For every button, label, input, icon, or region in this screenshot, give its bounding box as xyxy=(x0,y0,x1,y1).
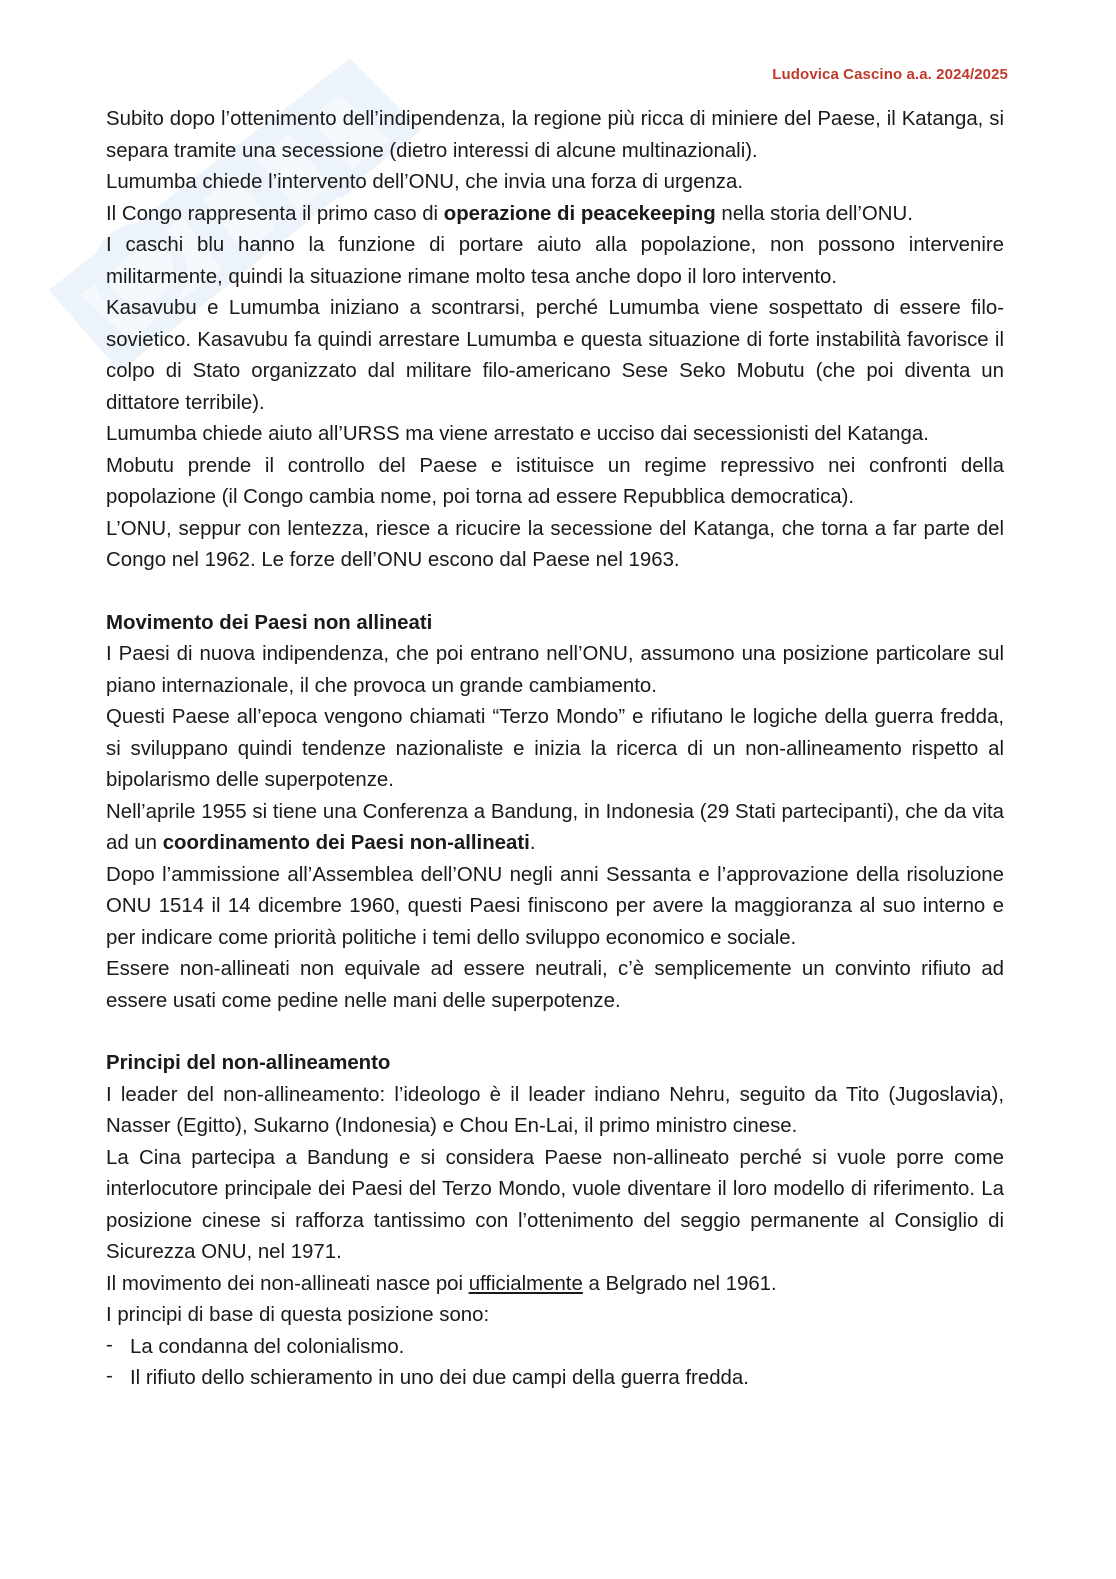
section-heading: Movimento dei Paesi non allineati xyxy=(106,611,433,634)
paragraph xyxy=(106,199,1004,231)
text-segment: a Belgrado nel 1961. xyxy=(582,1272,777,1295)
paragraph: I principi di base di questa posizione sono: xyxy=(106,1304,490,1326)
paragraph: I caschi blu hanno la funzione di portare aiuto alla popolazione, non possono intervenire militarmente, quindi la situazione rimane molto tesa anche dopo il loro intervento. xyxy=(106,234,1004,288)
paragraph: Mobutu prende il controllo del Paese e istituisce un regime repressivo nei confronti della popolazione (il Congo cambia nome, poi torna ad essere Repubblica democratica). xyxy=(106,454,1004,508)
spacer xyxy=(106,577,1004,608)
list-item-text: Il rifiuto dello schieramento in uno dei due campi della guerra fredda. xyxy=(130,1367,749,1389)
text-segment: nella storia dell’ONU. xyxy=(715,202,913,225)
paragraph: Lumumba chiede aiuto all’URSS ma viene arrestato e ucciso dai secessionisti del Katanga. xyxy=(106,423,929,445)
paragraph: L’ONU, seppur con lentezza, riesce a ricucire la secessione del Katanga, che torna a far parte del Congo nel 1962. Le forze dell’ONU escono dal Paese nel 1963. xyxy=(106,517,1004,571)
paragraph: I leader del non-allineamento: l’ideologo è il leader indiano Nehru, seguito da Tito (Jugoslavia), Nasser (Egitto), Sukarno (Indonesia) e Chou En-Lai, il primo ministro cinese. xyxy=(106,1083,1004,1137)
list-item xyxy=(106,1332,1004,1364)
paragraph xyxy=(106,797,1004,860)
paragraph: Kasavubu e Lumumba iniziano a scontrarsi, perché Lumumba viene sospettato di essere filo-sovietico. Kasavubu fa quindi arrestare Lumumba e questa situazione di forte instabilità favorisce il colpo di Stato organizzato dal militare filo-americano Sese Seko Mobutu (che poi diventa un dittatore terribile). xyxy=(106,297,1004,414)
bold-term: coordinamento dei Paesi non-allineati xyxy=(162,832,530,854)
text-segment: Il Congo rappresenta il primo caso di xyxy=(106,202,444,225)
bold-term: operazione di peacekeeping xyxy=(443,202,716,225)
paragraph: Essere non-allineati non equivale ad essere neutrali, c’è semplicemente un convinto rifiuto ad essere usati come pedine nelle mani delle superpotenze. xyxy=(106,958,1004,1012)
document-body xyxy=(106,104,1004,1395)
list-item xyxy=(106,1363,1004,1395)
list-item-text: La condanna del colonialismo. xyxy=(130,1335,405,1358)
paragraph: Dopo l’ammissione all’Assemblea dell’ONU negli anni Sessanta e l’approvazione della risoluzione ONU 1514 il 14 dicembre 1960, questi Paesi finiscono per avere la maggioranza al suo interno e per indicare come priorità politiche i temi dello sviluppo economico e sociale. xyxy=(106,863,1004,949)
text-segment: Il movimento dei non-allineati nasce poi xyxy=(106,1272,469,1295)
paragraph: Subito dopo l’ottenimento dell’indipendenza, la regione più ricca di miniere del Paese, il Katanga, si separa tramite una secessione (dietro interessi di alcune multinazionali). xyxy=(106,108,1004,162)
bullet-dash: - xyxy=(106,1365,113,1387)
paragraph: La Cina partecipa a Bandung e si considera Paese non-allineato perché si vuole porre come interlocutore principale dei Paesi del Terzo Mondo, vuole diventare il loro modello di riferimento. La posizione cinese si rafforza tantissimo con l’ottenimento del seggio permanente al Consiglio di Sicurezza ONU, nel 1971. xyxy=(106,1146,1004,1263)
text-segment: . xyxy=(529,832,536,854)
spacer xyxy=(106,1017,1004,1048)
paragraph: I Paesi di nuova indipendenza, che poi entrano nell’ONU, assumono una posizione particolare sul piano internazionale, il che provoca un grande cambiamento. xyxy=(106,643,1004,697)
paragraph xyxy=(106,1269,1004,1301)
underlined-term: ufficialmente xyxy=(468,1272,583,1295)
paragraph: Questi Paese all’epoca vengono chiamati “Terzo Mondo” e rifiutano le logiche della guerra fredda, si sviluppano quindi tendenze nazionaliste e inizia la ricerca di un non-allineamento rispetto al bipolarismo delle superpotenze. xyxy=(106,706,1004,791)
bullet-dash: - xyxy=(106,1333,113,1356)
text-segment: Nell’aprile 1955 si tiene una Conferenza a Bandung, in Indonesia (29 Stati partecipanti), che da vita ad un xyxy=(106,800,1004,854)
header-author: Ludovica Cascino a.a. 2024/2025 xyxy=(772,66,1008,83)
paragraph: Lumumba chiede l’intervento dell’ONU, che invia una forza di urgenza. xyxy=(106,171,743,193)
section-heading: Principi del non-allineamento xyxy=(106,1052,391,1074)
